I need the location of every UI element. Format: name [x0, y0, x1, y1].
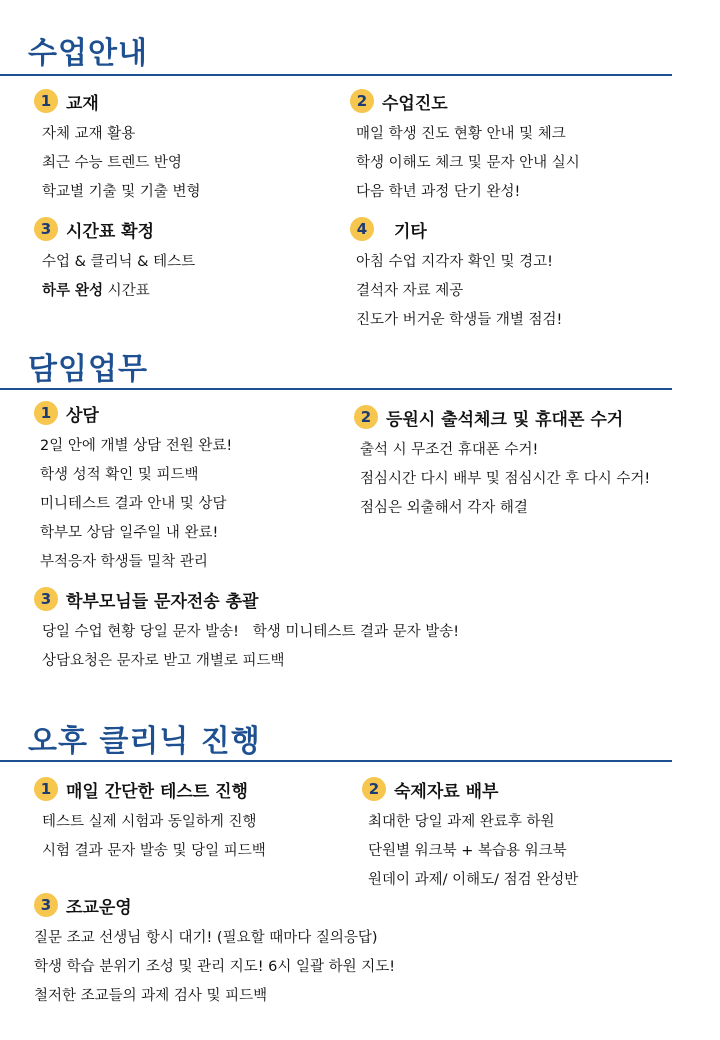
list-item: 학생 성적 확인 및 피드백	[40, 467, 199, 483]
block-heading: 기타	[394, 221, 427, 242]
list-item: 2일 안에 개별 상담 전원 완료!	[40, 438, 233, 454]
list-item: 결석자 자료 제공	[356, 283, 464, 299]
block-daily-test	[34, 774, 266, 866]
section-title-homeroom: 담임업무	[28, 352, 148, 387]
number-badge: 2	[354, 405, 378, 429]
list-item: 수업 & 클리닉 & 테스트	[42, 254, 196, 270]
list-item: 점심시간 다시 배부 및 점심시간 후 다시 수거!	[360, 471, 651, 487]
section-title-afternoon-clinic: 오후 클리닉 진행	[28, 724, 261, 759]
list-item: 최근 수능 트렌드 반영	[42, 155, 182, 171]
block-progress	[350, 86, 580, 207]
list-item: 매일 학생 진도 현황 안내 및 체크	[356, 126, 566, 142]
block-heading: 시간표 확정	[66, 221, 155, 242]
number-badge: 3	[34, 217, 58, 241]
block-parent-sms	[34, 584, 459, 676]
section-divider	[0, 760, 672, 762]
list-item: 학교별 기출 및 기출 변형	[42, 184, 201, 200]
block-textbook	[34, 86, 201, 207]
block-heading: 상담	[66, 405, 99, 426]
block-heading: 숙제자료 배부	[394, 781, 499, 802]
list-item: 아침 수업 지각자 확인 및 경고!	[356, 254, 553, 270]
list-item: 질문 조교 선생님 항시 대기! (필요할 때마다 질의응답)	[34, 930, 378, 946]
block-assistant	[34, 890, 395, 1011]
block-homework	[362, 774, 578, 895]
emphasis-text: 하루 완성	[42, 283, 104, 299]
section-divider	[0, 388, 672, 390]
block-heading: 등원시 출석체크 및 휴대폰 수거	[386, 409, 624, 430]
list-item: 하루 완성 시간표	[42, 283, 150, 299]
list-item: 당일 수업 현황 당일 문자 발송! 학생 미니테스트 결과 문자 발송!	[42, 624, 460, 640]
number-badge: 2	[350, 89, 374, 113]
number-badge: 2	[362, 777, 386, 801]
list-item: 출석 시 무조건 휴대폰 수거!	[360, 442, 539, 458]
block-heading: 학부모님들 문자전송 총괄	[66, 591, 259, 612]
list-item: 자체 교재 활용	[42, 126, 136, 142]
block-etc	[350, 214, 562, 335]
list-item: 상담요청은 문자로 받고 개별로 피드백	[42, 653, 285, 669]
section-divider	[0, 74, 672, 76]
number-badge: 3	[34, 587, 58, 611]
block-heading: 수업진도	[382, 93, 448, 114]
list-item: 진도가 버거운 학생들 개별 점검!	[356, 312, 563, 328]
block-counseling	[34, 398, 232, 577]
list-item: 점심은 외출해서 각자 해결	[360, 500, 528, 516]
block-heading: 매일 간단한 테스트 진행	[66, 781, 248, 802]
list-item: 미니테스트 결과 안내 및 상담	[40, 496, 227, 512]
list-item: 다음 학년 과정 단기 완성!	[356, 184, 521, 200]
list-item: 철저한 조교들의 과제 검사 및 피드백	[34, 988, 268, 1004]
block-heading: 조교운영	[66, 897, 132, 918]
number-badge: 3	[34, 893, 58, 917]
list-item: 최대한 당일 과제 완료후 하원	[368, 814, 555, 830]
list-item: 부적응자 학생들 밀착 관리	[40, 554, 208, 570]
number-badge: 1	[34, 777, 58, 801]
number-badge: 4	[350, 217, 374, 241]
list-item: 학생 학습 분위기 조성 및 관리 지도! 6시 일괄 하원 지도!	[34, 959, 396, 975]
list-item: 단원별 워크북 + 복습용 워크북	[368, 843, 567, 859]
list-item: 학생 이해도 체크 및 문자 안내 실시	[356, 155, 580, 171]
list-item: 시험 결과 문자 발송 및 당일 피드백	[42, 843, 266, 859]
number-badge: 1	[34, 89, 58, 113]
list-item: 원데이 과제/ 이해도/ 점검 완성반	[368, 872, 579, 888]
block-timetable	[34, 214, 195, 306]
number-badge: 1	[34, 401, 58, 425]
section-title-class-info: 수업안내	[28, 36, 148, 71]
list-item: 학부모 상담 일주일 내 완료!	[40, 525, 219, 541]
list-item: 테스트 실제 시험과 동일하게 진행	[42, 814, 257, 830]
block-attendance	[354, 402, 650, 523]
block-heading: 교재	[66, 93, 99, 114]
